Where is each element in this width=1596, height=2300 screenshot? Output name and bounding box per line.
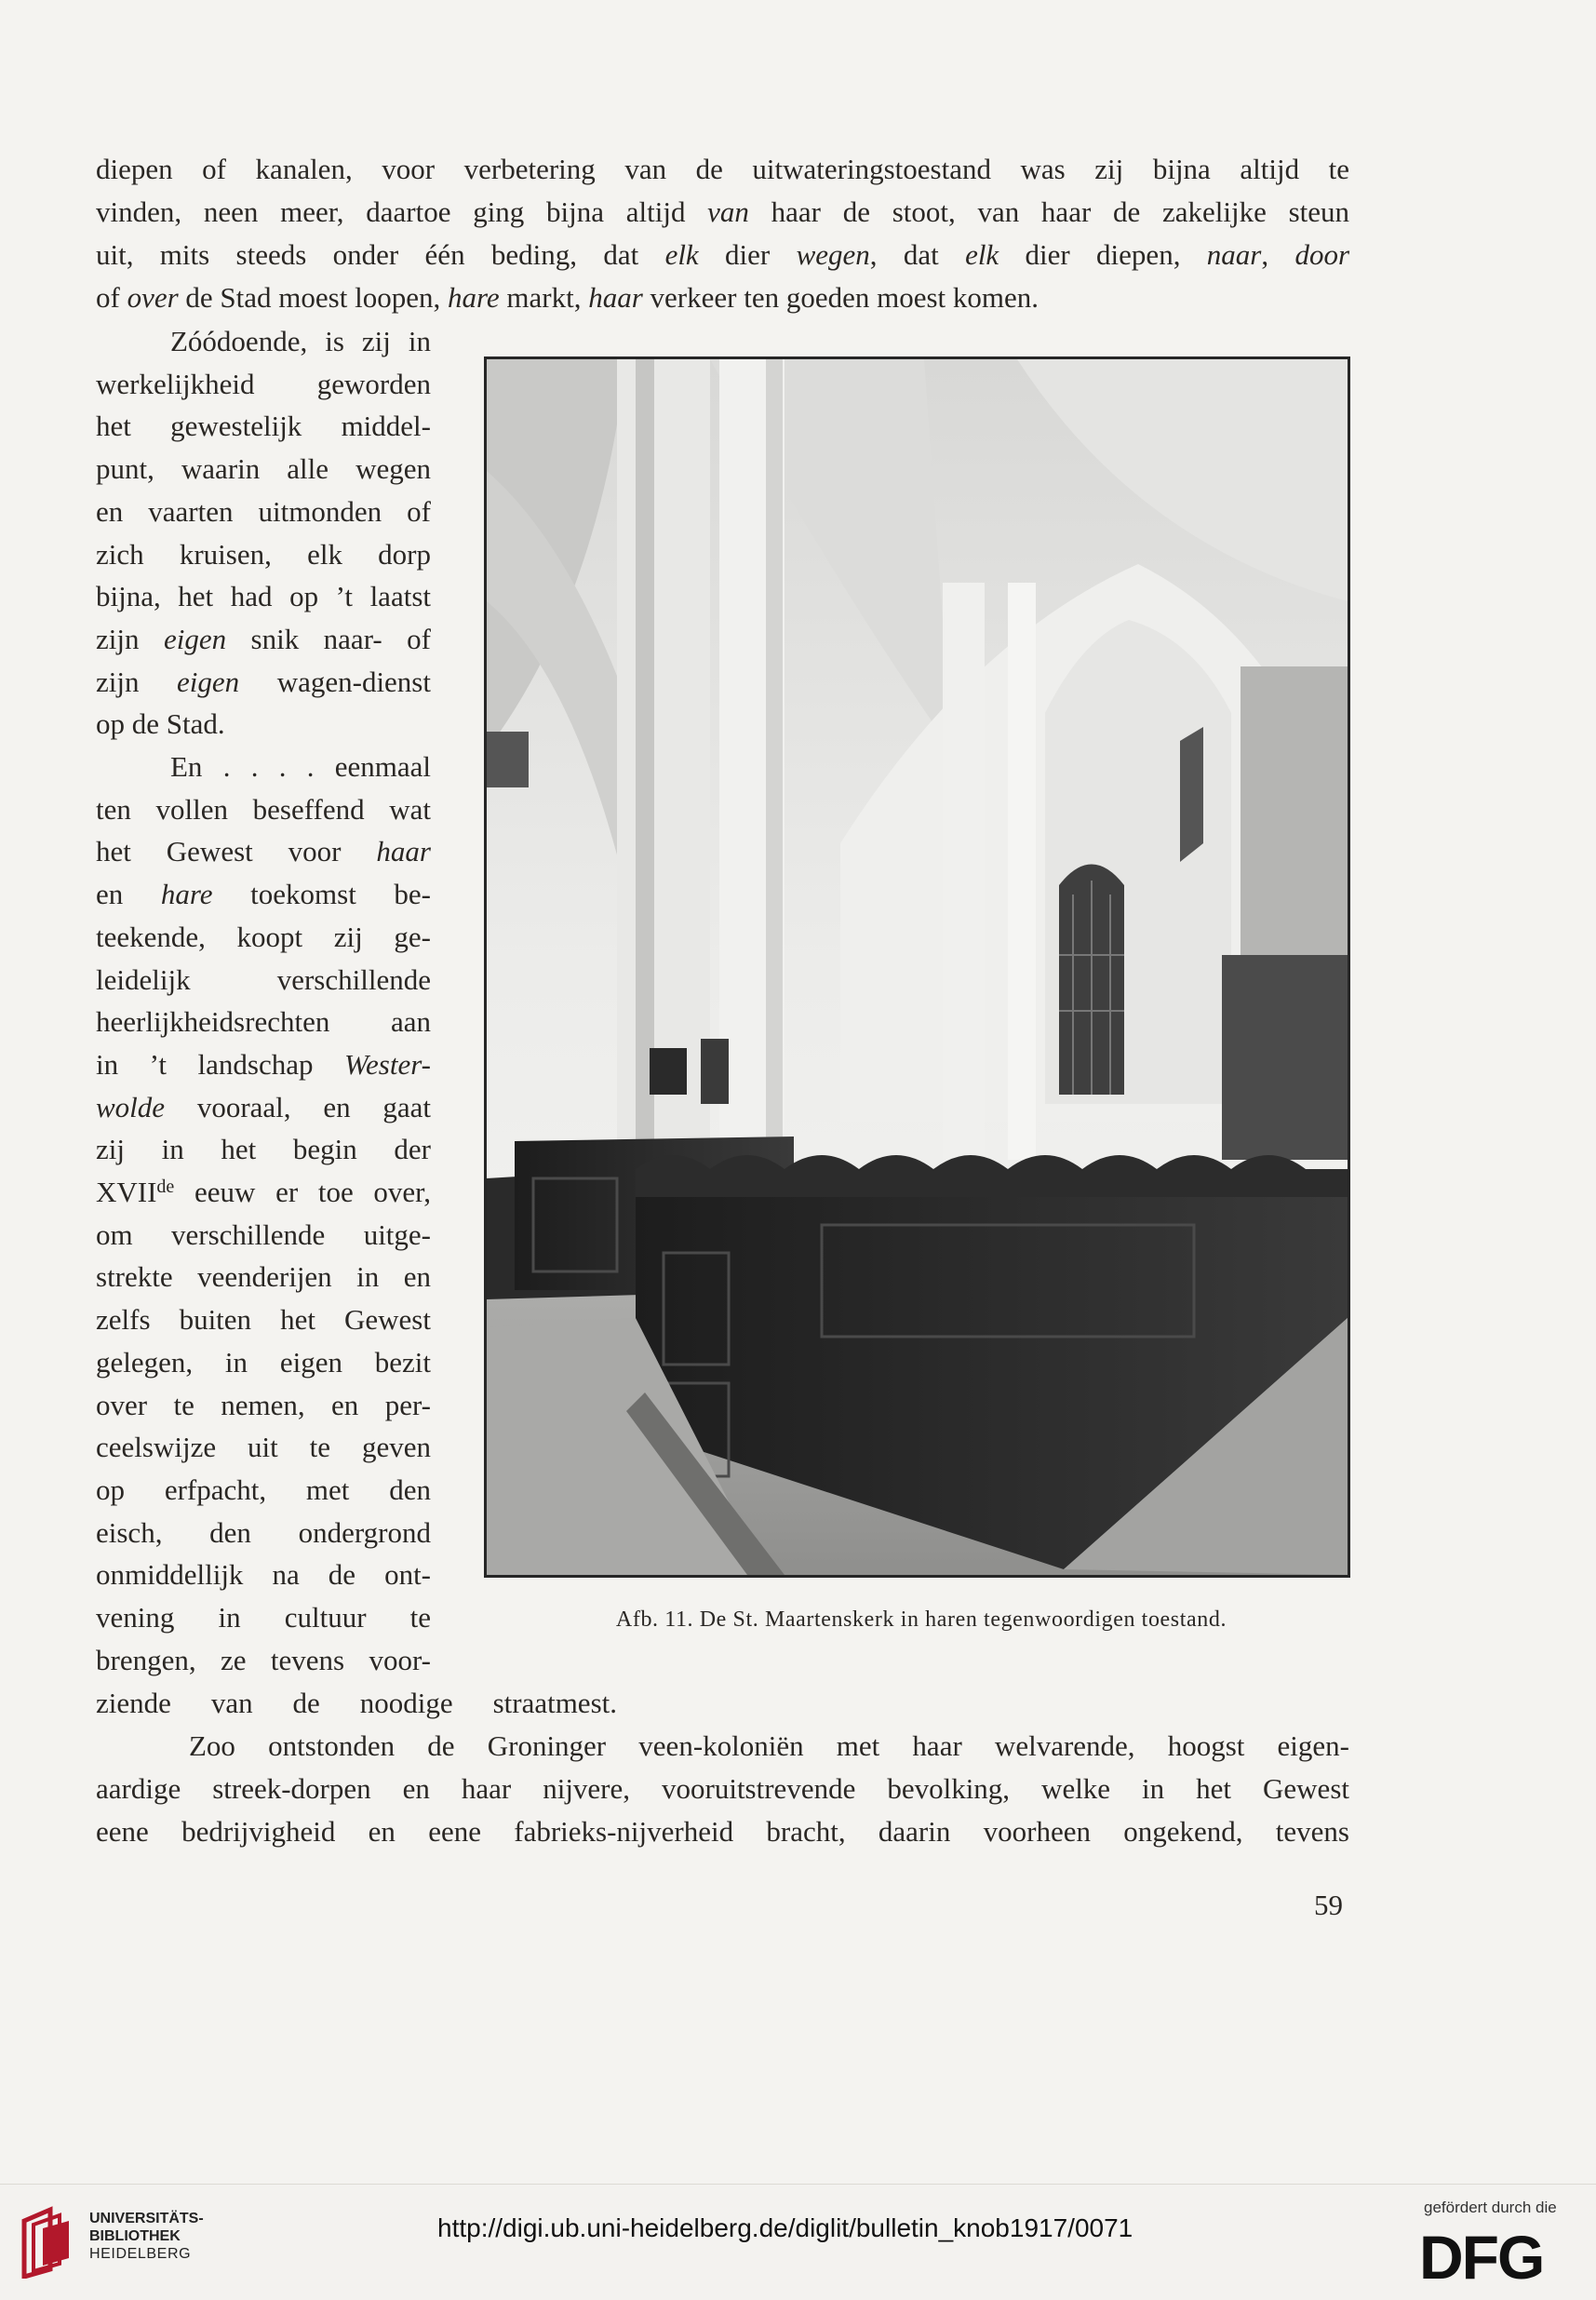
- text-line: leidelijk verschillende: [96, 962, 431, 996]
- text-line: in ’t landschap Wester-: [96, 1047, 431, 1081]
- text-line: eene bedrijvigheid en eene fabrieks-nijverheid bracht, daarin voorheen ongekend, tevens: [96, 1815, 1349, 1848]
- library-name-line: HEIDELBERG: [89, 2246, 192, 2262]
- church-interior-photo: [484, 356, 1350, 1578]
- text-line: diepen of kanalen, voor verbetering van de uitwateringstoestand was zij bijna altijd te: [96, 153, 1349, 185]
- text-line: om verschillende uitge-: [96, 1217, 431, 1251]
- side-column-text: [96, 320, 431, 1682]
- text-line: zijn eigen wagen-dienst: [96, 665, 431, 698]
- page-number: 59: [1314, 1889, 1343, 1921]
- figure-caption: Afb. 11. De St. Maartenskerk in haren tegenwoordigen toestand.: [615, 1607, 1227, 1632]
- text-line: het gewestelijk middel-: [96, 410, 431, 443]
- text-line: ten vollen beseffend wat: [96, 792, 431, 826]
- text-line: punt, waarin alle wegen: [96, 452, 431, 486]
- dfg-logo-icon: [1417, 2226, 1574, 2286]
- text-line: gelegen, in eigen bezit: [96, 1345, 431, 1379]
- library-name-line: UNIVERSITÄTS-: [89, 2211, 204, 2226]
- text-line: teekende, koopt zij ge-: [96, 920, 431, 953]
- text-line: vening in cultuur te: [96, 1601, 431, 1634]
- text-line: Zoo ontstonden de Groninger veen-koloniën met haar welvarende, hoogst eigen-: [189, 1729, 1349, 1762]
- top-paragraph: [96, 148, 1349, 319]
- university-library-logo-icon: [19, 2204, 74, 2279]
- text-line: over te nemen, en per-: [96, 1388, 431, 1421]
- dfg-logo-text: DFG: [1419, 2226, 1544, 2286]
- text-line: XVIIde eeuw er toe over,: [96, 1176, 431, 1209]
- text-line: en vaarten uitmonden of: [96, 494, 431, 528]
- text-line: zich kruisen, elk dorp: [96, 537, 431, 571]
- text-line: ceelswijze uit te geven: [96, 1431, 431, 1464]
- text-line: heerlijkheidsrechten aan: [96, 1005, 431, 1039]
- bottom-paragraph: [96, 1725, 1349, 1853]
- text-line: ziende van de noodige straatmest.: [96, 1687, 617, 1719]
- university-library-name: [89, 2210, 204, 2263]
- text-line: werkelijkheid geworden: [96, 367, 431, 400]
- text-line: onmiddellijk na de ont-: [96, 1558, 431, 1592]
- text-line: en hare toekomst be-: [96, 878, 431, 911]
- text-line: En . . . . eenmaal: [170, 750, 431, 784]
- text-line: op de Stad.: [96, 707, 225, 741]
- sponsor-text: gefördert durch die: [1424, 2199, 1557, 2216]
- text-line: brengen, ze tevens voor-: [96, 1643, 431, 1676]
- text-line: vinden, neen meer, daartoe ging bijna altijd van haar de stoot, van haar de zakelijke steun: [96, 195, 1349, 228]
- text-line: zijn eigen snik naar- of: [96, 622, 431, 655]
- text-line: op erfpacht, met den: [96, 1473, 431, 1506]
- text-line: aardige streek-dorpen en haar nijvere, vooruitstrevende bevolking, welke in het Gewest: [96, 1772, 1349, 1805]
- text-line: uit, mits steeds onder één beding, dat elk dier wegen, dat elk dier diepen, naar, door: [96, 238, 1350, 271]
- text-line: eisch, den ondergrond: [96, 1515, 431, 1549]
- library-name-line: BIBLIOTHEK: [89, 2228, 181, 2244]
- text-line: zij in het begin der: [96, 1133, 431, 1166]
- continuation-line: [96, 1682, 617, 1725]
- text-line: of over de Stad moest loopen, hare markt, haar verkeer ten goeden moest komen.: [96, 281, 1039, 314]
- text-line: wolde vooraal, en gaat: [96, 1090, 431, 1123]
- text-line: het Gewest voor haar: [96, 835, 431, 868]
- text-line: strekte veenderijen in en: [96, 1260, 431, 1294]
- text-line: Zóódoende, is zij in: [170, 325, 431, 357]
- text-line: bijna, het had op ’t laatst: [96, 580, 431, 613]
- source-url-link[interactable]: http://digi.ub.uni-heidelberg.de/diglit/bulletin_knob1917/0071: [437, 2213, 1133, 2242]
- text-line: zelfs buiten het Gewest: [96, 1303, 431, 1337]
